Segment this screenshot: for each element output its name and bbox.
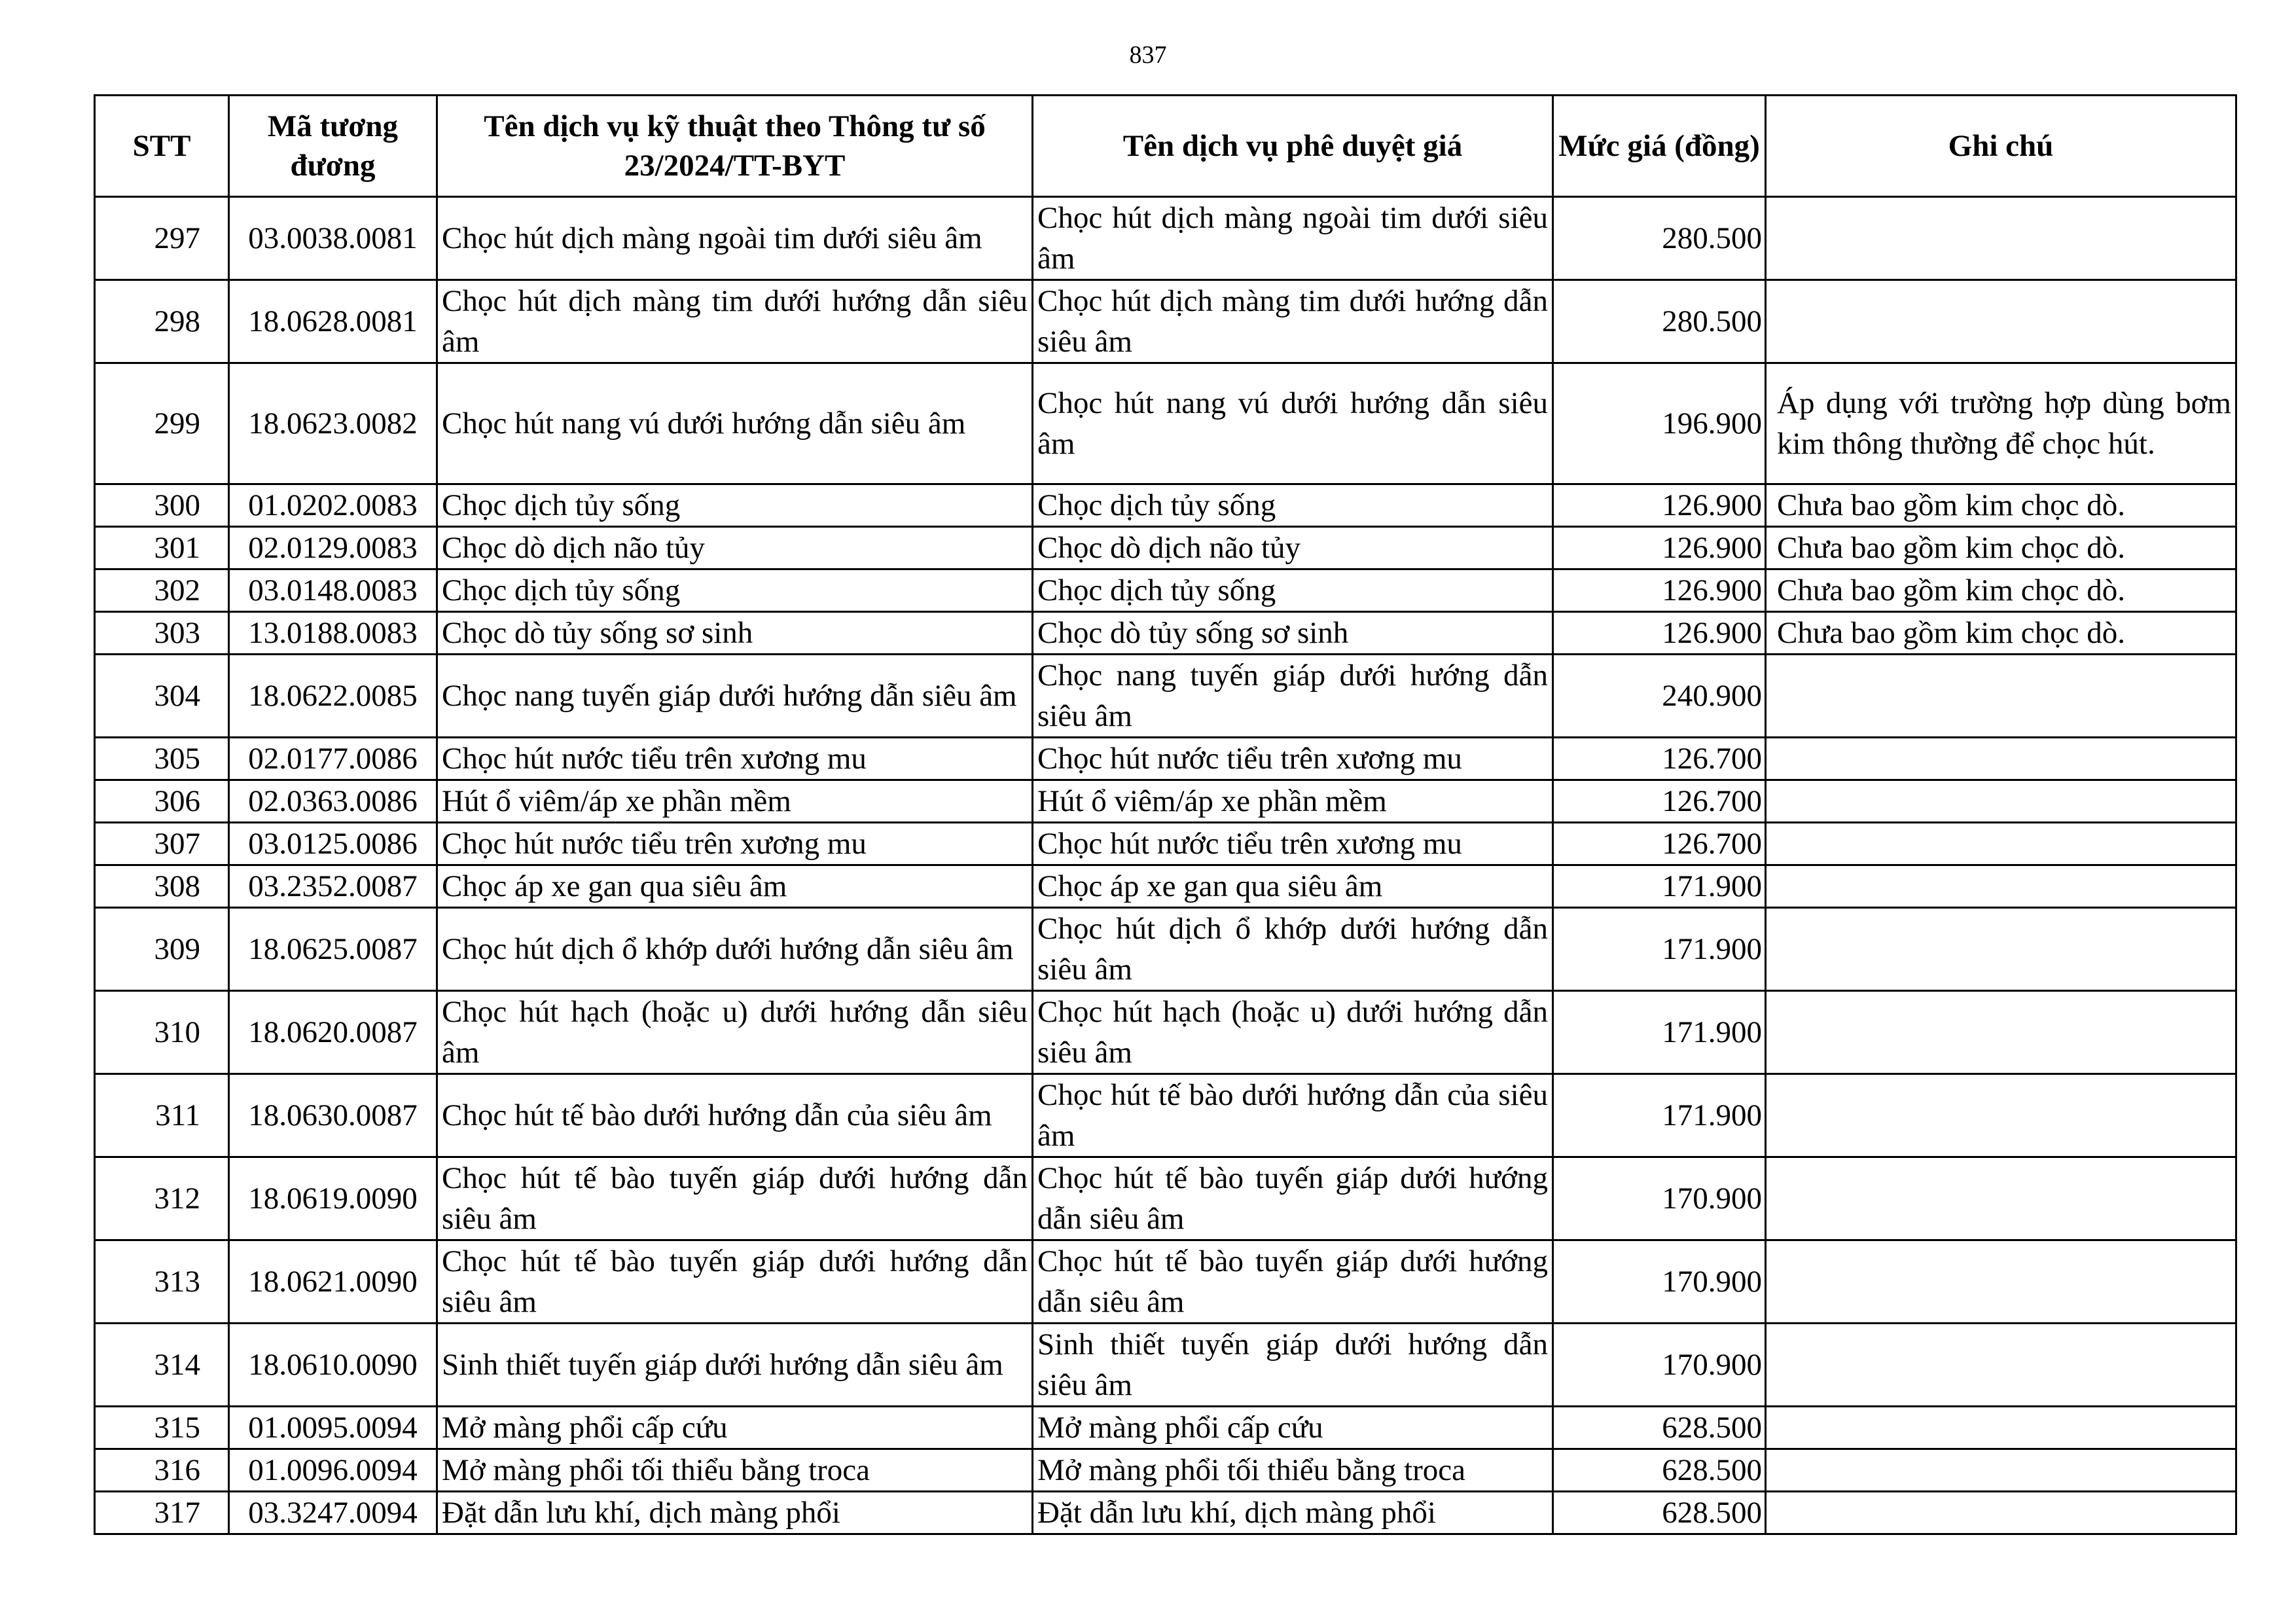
cell-technical-service-name: Chọc hút tế bào tuyến giáp dưới hướng dẫn siêu âm [437,1240,1033,1324]
cell-approved-service-name: Chọc dò dịch não tủy [1033,527,1553,569]
cell-note: Chưa bao gồm kim chọc dò. [1766,612,2236,655]
table-row [95,1449,2236,1492]
cell-code: 02.0129.0083 [229,527,437,569]
cell-price: 628.500 [1553,1449,1766,1492]
cell-price: 628.500 [1553,1492,1766,1534]
cell-note [1766,655,2236,738]
cell-technical-service-name: Chọc dịch tủy sống [437,569,1033,612]
price-table [94,94,2237,1535]
cell-note [1766,865,2236,908]
cell-stt: 309 [95,908,229,991]
cell-price: 240.900 [1553,655,1766,738]
cell-approved-service-name: Chọc hút nước tiểu trên xương mu [1033,823,1553,865]
cell-price: 126.900 [1553,612,1766,655]
cell-code: 01.0096.0094 [229,1449,437,1492]
cell-approved-service-name: Chọc dịch tủy sống [1033,569,1553,612]
header-note: Ghi chú [1766,96,2236,197]
cell-note [1766,1157,2236,1240]
cell-approved-service-name: Mở màng phổi cấp cứu [1033,1407,1553,1449]
cell-technical-service-name: Đặt dẫn lưu khí, dịch màng phổi [437,1492,1033,1534]
table-row [95,527,2236,569]
cell-technical-service-name: Chọc hút dịch màng tim dưới hướng dẫn siêu âm [437,280,1033,363]
cell-stt: 314 [95,1324,229,1407]
cell-price: 628.500 [1553,1407,1766,1449]
cell-note: Áp dụng với trường hợp dùng bơm kim thông thường để chọc hút. [1766,363,2236,484]
cell-price: 196.900 [1553,363,1766,484]
cell-stt: 307 [95,823,229,865]
cell-approved-service-name: Chọc áp xe gan qua siêu âm [1033,865,1553,908]
table-row [95,197,2236,280]
table-header-row [95,96,2236,197]
cell-technical-service-name: Chọc hút tế bào tuyến giáp dưới hướng dẫn siêu âm [437,1157,1033,1240]
cell-stt: 308 [95,865,229,908]
table-row [95,569,2236,612]
cell-code: 03.0148.0083 [229,569,437,612]
cell-approved-service-name: Chọc hút tế bào tuyến giáp dưới hướng dẫn siêu âm [1033,1240,1553,1324]
cell-note [1766,823,2236,865]
cell-code: 18.0610.0090 [229,1324,437,1407]
cell-stt: 312 [95,1157,229,1240]
cell-approved-service-name: Chọc hút dịch ổ khớp dưới hướng dẫn siêu âm [1033,908,1553,991]
cell-approved-service-name: Đặt dẫn lưu khí, dịch màng phổi [1033,1492,1553,1534]
cell-technical-service-name: Mở màng phổi cấp cứu [437,1407,1033,1449]
cell-note: Chưa bao gồm kim chọc dò. [1766,569,2236,612]
cell-code: 18.0623.0082 [229,363,437,484]
cell-code: 13.0188.0083 [229,612,437,655]
table-row [95,655,2236,738]
cell-price: 171.900 [1553,1074,1766,1157]
header-code: Mã tương đương [229,96,437,197]
cell-price: 171.900 [1553,865,1766,908]
cell-technical-service-name: Hút ổ viêm/áp xe phần mềm [437,780,1033,823]
cell-price: 126.900 [1553,569,1766,612]
table-row [95,612,2236,655]
cell-note [1766,1240,2236,1324]
cell-technical-service-name: Chọc dò tủy sống sơ sinh [437,612,1033,655]
cell-code: 02.0177.0086 [229,738,437,780]
cell-technical-service-name: Chọc hút nước tiểu trên xương mu [437,738,1033,780]
cell-price: 170.900 [1553,1324,1766,1407]
cell-code: 18.0625.0087 [229,908,437,991]
table-row [95,1324,2236,1407]
cell-approved-service-name: Mở màng phổi tối thiểu bằng troca [1033,1449,1553,1492]
cell-approved-service-name: Sinh thiết tuyến giáp dưới hướng dẫn siêu âm [1033,1324,1553,1407]
cell-price: 126.700 [1553,738,1766,780]
cell-technical-service-name: Chọc áp xe gan qua siêu âm [437,865,1033,908]
cell-stt: 310 [95,991,229,1074]
table-row [95,823,2236,865]
cell-stt: 316 [95,1449,229,1492]
table-row [95,991,2236,1074]
table-row [95,280,2236,363]
table-row [95,363,2236,484]
cell-stt: 304 [95,655,229,738]
cell-technical-service-name: Chọc hút nang vú dưới hướng dẫn siêu âm [437,363,1033,484]
table-body [95,197,2236,1534]
cell-technical-service-name: Sinh thiết tuyến giáp dưới hướng dẫn siêu âm [437,1324,1033,1407]
cell-approved-service-name: Chọc dịch tủy sống [1033,484,1553,527]
cell-stt: 305 [95,738,229,780]
cell-approved-service-name: Hút ổ viêm/áp xe phần mềm [1033,780,1553,823]
cell-code: 18.0619.0090 [229,1157,437,1240]
cell-technical-service-name: Chọc hút dịch màng ngoài tim dưới siêu âm [437,197,1033,280]
cell-stt: 313 [95,1240,229,1324]
cell-approved-service-name: Chọc hút tế bào dưới hướng dẫn của siêu âm [1033,1074,1553,1157]
cell-code: 01.0202.0083 [229,484,437,527]
table-row [95,1407,2236,1449]
header-technical-service-name: Tên dịch vụ kỹ thuật theo Thông tư số 23/2024/TT-BYT [437,96,1033,197]
cell-price: 280.500 [1553,197,1766,280]
cell-price: 171.900 [1553,991,1766,1074]
cell-technical-service-name: Chọc hút hạch (hoặc u) dưới hướng dẫn siêu âm [437,991,1033,1074]
cell-code: 18.0621.0090 [229,1240,437,1324]
cell-stt: 300 [95,484,229,527]
table-row [95,1240,2236,1324]
cell-note [1766,780,2236,823]
cell-stt: 317 [95,1492,229,1534]
cell-technical-service-name: Chọc nang tuyến giáp dưới hướng dẫn siêu âm [437,655,1033,738]
table-row [95,1157,2236,1240]
cell-approved-service-name: Chọc hút hạch (hoặc u) dưới hướng dẫn siêu âm [1033,991,1553,1074]
cell-note [1766,1324,2236,1407]
cell-code: 18.0628.0081 [229,280,437,363]
cell-note [1766,991,2236,1074]
cell-approved-service-name: Chọc hút dịch màng ngoài tim dưới siêu âm [1033,197,1553,280]
cell-code: 03.2352.0087 [229,865,437,908]
cell-code: 03.0038.0081 [229,197,437,280]
cell-technical-service-name: Chọc dò dịch não tủy [437,527,1033,569]
cell-note: Chưa bao gồm kim chọc dò. [1766,527,2236,569]
table-row [95,484,2236,527]
cell-approved-service-name: Chọc nang tuyến giáp dưới hướng dẫn siêu âm [1033,655,1553,738]
cell-note [1766,1492,2236,1534]
cell-price: 170.900 [1553,1240,1766,1324]
header-price: Mức giá (đồng) [1553,96,1766,197]
cell-code: 02.0363.0086 [229,780,437,823]
cell-note [1766,908,2236,991]
cell-stt: 303 [95,612,229,655]
cell-approved-service-name: Chọc hút dịch màng tim dưới hướng dẫn siêu âm [1033,280,1553,363]
cell-price: 126.700 [1553,823,1766,865]
cell-note [1766,1449,2236,1492]
cell-code: 03.0125.0086 [229,823,437,865]
cell-stt: 311 [95,1074,229,1157]
cell-approved-service-name: Chọc dò tủy sống sơ sinh [1033,612,1553,655]
cell-note [1766,738,2236,780]
cell-technical-service-name: Mở màng phổi tối thiểu bằng troca [437,1449,1033,1492]
table-row [95,908,2236,991]
header-approved-service-name: Tên dịch vụ phê duyệt giá [1033,96,1553,197]
cell-code: 01.0095.0094 [229,1407,437,1449]
cell-stt: 315 [95,1407,229,1449]
table-row [95,1074,2236,1157]
cell-price: 170.900 [1553,1157,1766,1240]
page-number: 837 [1129,41,1167,69]
cell-code: 18.0630.0087 [229,1074,437,1157]
cell-note: Chưa bao gồm kim chọc dò. [1766,484,2236,527]
cell-price: 171.900 [1553,908,1766,991]
cell-technical-service-name: Chọc hút tế bào dưới hướng dẫn của siêu âm [437,1074,1033,1157]
cell-price: 126.900 [1553,484,1766,527]
table-row [95,1492,2236,1534]
cell-code: 18.0620.0087 [229,991,437,1074]
cell-code: 03.3247.0094 [229,1492,437,1534]
table-row [95,780,2236,823]
table-row [95,738,2236,780]
cell-note [1766,1074,2236,1157]
cell-note [1766,1407,2236,1449]
cell-note [1766,280,2236,363]
cell-approved-service-name: Chọc hút nang vú dưới hướng dẫn siêu âm [1033,363,1553,484]
cell-stt: 302 [95,569,229,612]
cell-note [1766,197,2236,280]
cell-code: 18.0622.0085 [229,655,437,738]
cell-technical-service-name: Chọc hút nước tiểu trên xương mu [437,823,1033,865]
cell-approved-service-name: Chọc hút nước tiểu trên xương mu [1033,738,1553,780]
cell-stt: 299 [95,363,229,484]
cell-technical-service-name: Chọc dịch tủy sống [437,484,1033,527]
cell-stt: 306 [95,780,229,823]
cell-stt: 301 [95,527,229,569]
cell-price: 126.900 [1553,527,1766,569]
cell-price: 126.700 [1553,780,1766,823]
cell-stt: 297 [95,197,229,280]
cell-technical-service-name: Chọc hút dịch ổ khớp dưới hướng dẫn siêu âm [437,908,1033,991]
cell-approved-service-name: Chọc hút tế bào tuyến giáp dưới hướng dẫn siêu âm [1033,1157,1553,1240]
cell-price: 280.500 [1553,280,1766,363]
header-stt: STT [95,96,229,197]
table-row [95,865,2236,908]
cell-stt: 298 [95,280,229,363]
